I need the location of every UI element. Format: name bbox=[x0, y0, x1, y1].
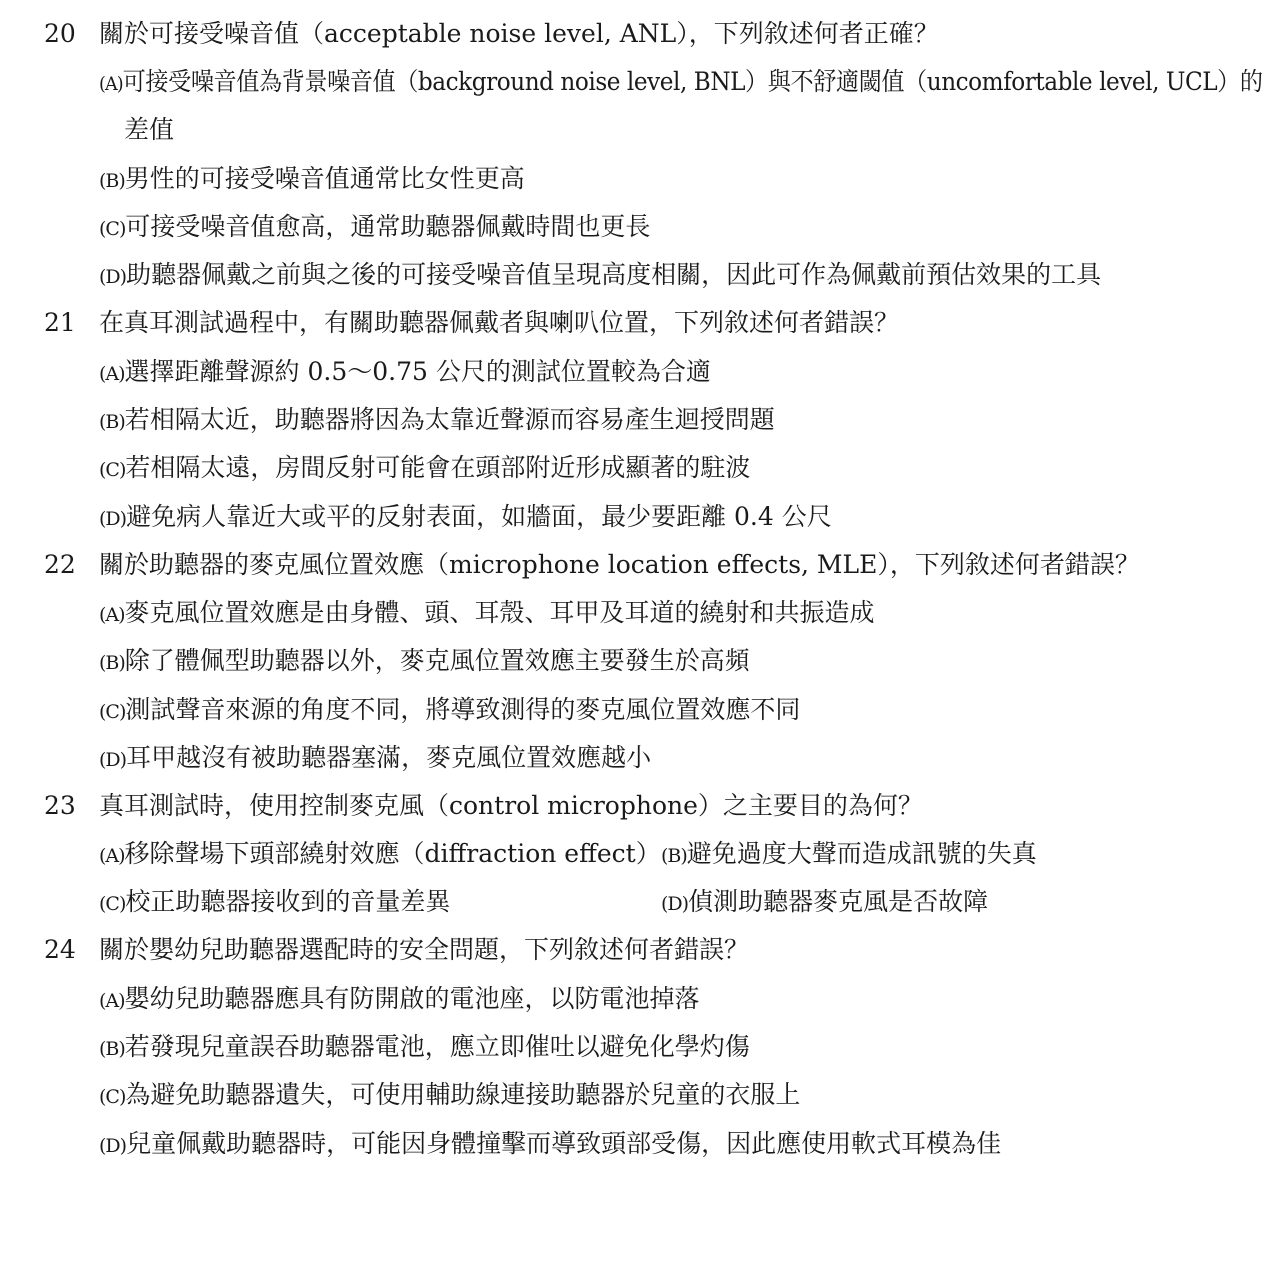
option-label: (C) bbox=[99, 459, 126, 481]
option-label: (D) bbox=[661, 893, 689, 915]
option-text: 校正助聽器接收到的音量差異 bbox=[125, 887, 451, 916]
option-label: (B) bbox=[661, 845, 687, 867]
option-label: (C) bbox=[99, 701, 126, 723]
option-label: (B) bbox=[99, 411, 125, 433]
option-text: 避免病人靠近大或平的反射表面，如牆面，最少要距離 0.4 公尺 bbox=[126, 502, 832, 531]
question-number: 20 bbox=[44, 19, 76, 48]
question-text: 關於可接受噪音值（acceptable noise level, ANL），下列敘述何者正確？ bbox=[99, 19, 939, 48]
option-text: 麥克風位置效應是由身體、頭、耳殼、耳甲及耳道的繞射和共振造成 bbox=[124, 598, 875, 627]
option-label: (D) bbox=[99, 749, 127, 771]
option-text: 避免過度大聲而造成訊號的失真 bbox=[686, 839, 1037, 868]
option-label: (B) bbox=[99, 652, 125, 674]
option-label: (C) bbox=[99, 893, 126, 915]
option-label: (B) bbox=[99, 170, 125, 192]
option-text: 若發現兒童誤吞助聽器電池，應立即催吐以避免化學灼傷 bbox=[124, 1032, 750, 1061]
option-label: (A) bbox=[99, 363, 125, 385]
question-number: 24 bbox=[44, 935, 76, 964]
option-text: 測試聲音來源的角度不同，將導致測得的麥克風位置效應不同 bbox=[125, 695, 801, 724]
option-label: (A) bbox=[99, 990, 125, 1012]
option-text: 若相隔太遠，房間反射可能會在頭部附近形成顯著的駐波 bbox=[125, 453, 751, 482]
question-text: 真耳測試時，使用控制麥克風（control microphone）之主要目的為何？ bbox=[99, 791, 923, 820]
option-label: (A) bbox=[99, 73, 123, 95]
option-text: 差值 bbox=[124, 115, 175, 144]
option-text: 若相隔太近，助聽器將因為太靠近聲源而容易產生迴授問題 bbox=[124, 405, 775, 434]
option-text: 選擇距離聲源約 0.5～0.75 公尺的測試位置較為合適 bbox=[124, 357, 711, 386]
question-number: 23 bbox=[44, 791, 76, 820]
option-text: 嬰幼兒助聽器應具有防開啟的電池座，以防電池掉落 bbox=[124, 984, 700, 1013]
question-number: 22 bbox=[44, 550, 76, 579]
option-b bbox=[661, 830, 1037, 880]
option-label: (B) bbox=[99, 1038, 125, 1060]
option-text: 可接受噪音值愈高，通常助聽器佩戴時間也更長 bbox=[125, 212, 651, 241]
option-text: 偵測助聽器麥克風是否故障 bbox=[688, 887, 989, 916]
question-text: 在真耳測試過程中，有關助聽器佩戴者與喇叭位置，下列敘述何者錯誤？ bbox=[99, 308, 900, 337]
option-text: 移除聲場下頭部繞射效應（diffraction effect） bbox=[124, 839, 661, 868]
option-label: (C) bbox=[99, 1086, 126, 1108]
option-label: (D) bbox=[99, 1135, 127, 1157]
option-text: 為避免助聽器遺失，可使用輔助線連接助聽器於兒童的衣服上 bbox=[125, 1080, 801, 1109]
option-label: (A) bbox=[99, 845, 125, 867]
option-c bbox=[99, 878, 450, 928]
option-text: 兒童佩戴助聽器時，可能因身體撞擊而導致頭部受傷，因此應使用軟式耳模為佳 bbox=[126, 1129, 1002, 1158]
option-label: (D) bbox=[99, 266, 127, 288]
option-text: 助聽器佩戴之前與之後的可接受噪音值呈現高度相關，因此可作為佩戴前預估效果的工具 bbox=[126, 260, 1102, 289]
question-text: 關於嬰幼兒助聽器選配時的安全問題，下列敘述何者錯誤？ bbox=[99, 935, 750, 964]
option-label: (D) bbox=[99, 508, 127, 530]
question-number: 21 bbox=[44, 308, 76, 337]
option-text: 耳甲越沒有被助聽器塞滿，麥克風位置效應越小 bbox=[126, 743, 652, 772]
option-label: (C) bbox=[99, 218, 126, 240]
option-text: 除了體佩型助聽器以外，麥克風位置效應主要發生於高頻 bbox=[124, 646, 750, 675]
option-d bbox=[661, 878, 988, 928]
question-text: 關於助聽器的麥克風位置效應（microphone location effects, MLE），下列敘述何者錯誤？ bbox=[99, 550, 1140, 579]
option-text: 可接受噪音值為背景噪音值（background noise level, BNL）與不舒適閾值（uncomfortable level, UCL）的 bbox=[122, 67, 1263, 96]
option-label: (A) bbox=[99, 604, 125, 626]
option-text: 男性的可接受噪音值通常比女性更高 bbox=[124, 164, 525, 193]
option-a bbox=[99, 830, 661, 880]
